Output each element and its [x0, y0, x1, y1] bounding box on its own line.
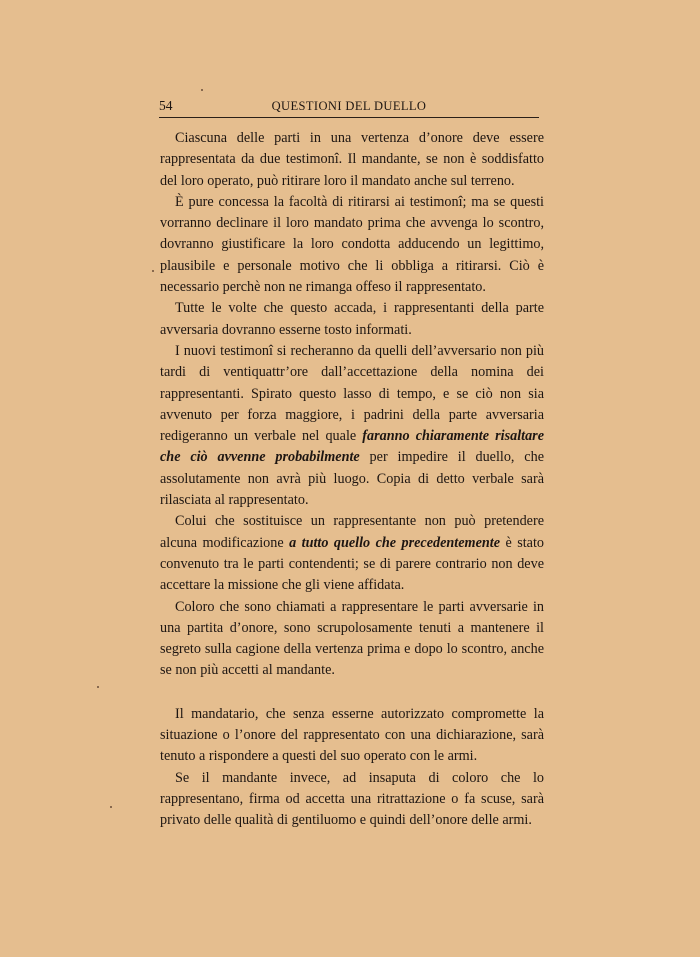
emphasis: faranno chiaramente risaltare che ciò avvenne probabilmente [160, 428, 544, 466]
paper-speck [152, 270, 154, 272]
running-title: QUESTIONI DEL DUELLO [271, 99, 427, 113]
paragraph: Il mandatario, che senza esserne autorizzato compromette la situazione o l’onore del rappresentato con una dichiarazione, sarà tenuto a rispondere a questi del suo operato con le armi. [160, 705, 544, 765]
page-header [159, 98, 539, 118]
paragraph: Se il mandante invece, ad insaputa di coloro che lo rappresentano, firma od accetta una ritrattazione o fa scuse, sarà privato delle qualità di gentiluomo e quindi dell’onore delle armi. [160, 769, 544, 829]
paragraph: Tutte le volte che questo accada, i rappresentanti della parte avversaria dovranno esserne tosto informati. [160, 300, 544, 338]
paper-speck [97, 686, 99, 688]
paper-speck [110, 806, 112, 808]
body-text [160, 128, 544, 832]
section-gap [160, 682, 544, 704]
paragraph: Ciascuna delle parti in una vertenza d’onore deve essere rappresentata da due testimonî. Il mandante, se non è soddisfatto del loro operato, può ritirare loro il mandato anche sul terreno. [160, 130, 544, 189]
paragraph: I nuovi testimonî si recheranno da quelli dell’avversario non più tardi di ventiquattr’ore dall’accettazione della nomina dei rappresentanti. Spirato questo lasso di tempo, e se ciò non sia avvenuto per forza maggiore, i padrini della parte avversaria redigeranno un verbale nel quale faranno chiaramente risaltare che ciò avvenne probabilmente per impedire il duello, che assolutamente non avrà più luogo. Copia di detto verbale sarà rilasciata al rappresentato. [160, 342, 544, 509]
emphasis: a tutto quello che precedentemente [289, 534, 501, 551]
paper-speck [201, 89, 203, 91]
paragraph: Coloro che sono chiamati a rappresentare le parti avversarie in una partita d’onore, sono scrupolosamente tenuti a mantenere il segreto sulla cagione della vertenza prima e dopo lo scontro, anche se non più accetti al mandante. [160, 598, 544, 679]
paragraph: Colui che sostituisce un rappresentante non può pretendere alcuna modificazione a tutto quello che precedentemente è stato convenuto tra le parti contendenti; se di parere contrario non deve accettare la missione che gli viene affidata. [160, 513, 545, 594]
page-number: 54 [159, 98, 173, 113]
paragraph: È pure concessa la facoltà di ritirarsi ai testimonî; ma se questi vorranno declinare il loro mandato prima che avvenga lo scontro, dovranno giustificare la loro condotta adducendo un legittimo, plausibile e personale motivo che li obbliga a ritirarsi. Ciò è necessario perchè non ne rimanga offeso il rappresentato. [160, 193, 544, 296]
